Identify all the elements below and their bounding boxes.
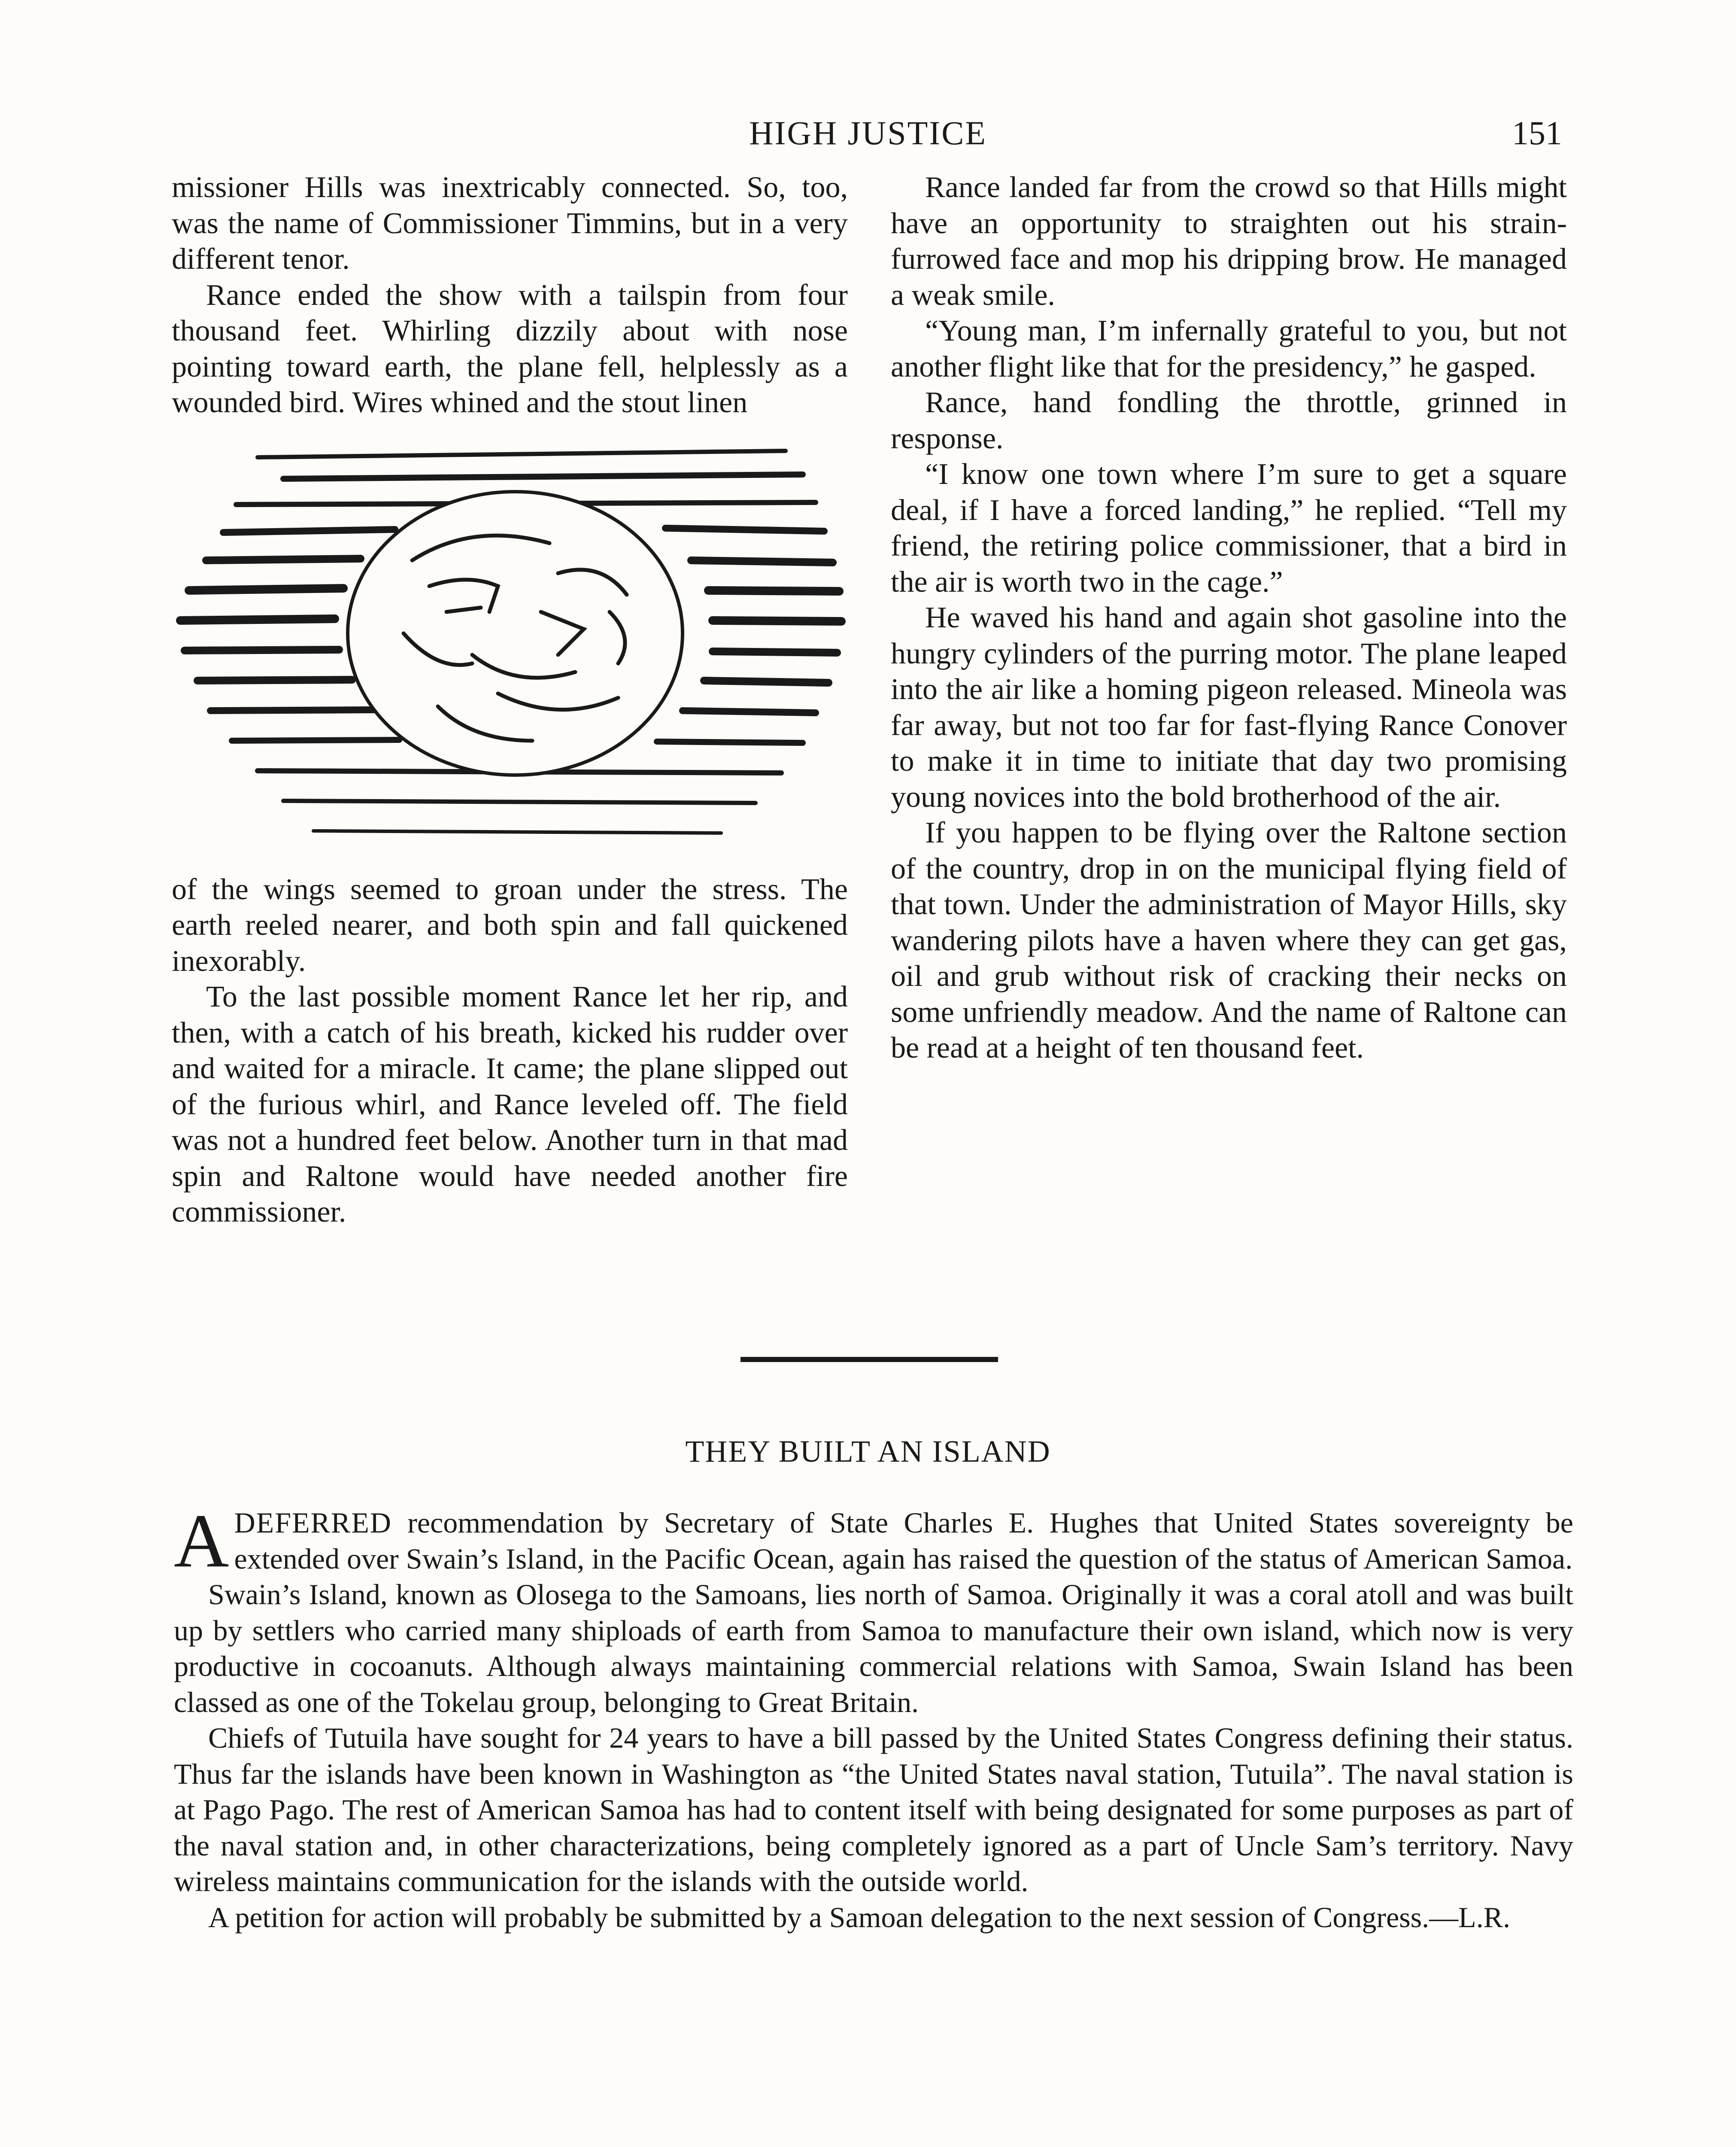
running-head	[0, 107, 1736, 159]
section-title-island: THEY BUILT AN ISLAND	[685, 1434, 1051, 1469]
story-paragraph: Rance ended the show with a tailspin from four thousand feet. Whirling dizzily about with nose pointing toward earth, the plane fell, helplessly as a wounded bird. Wires whined and the stout linen	[172, 278, 848, 419]
story-paragraph: of the wings seemed to groan under the stress. The earth reeled nearer, and both spin and fall quickened inexorably.	[172, 873, 848, 978]
page-number: 151	[1512, 114, 1562, 152]
body-paragraph: Swain’s Island, known as Olosega to the Samoans, lies north of Samoa. Originally it was a coral atoll and was built up by settlers who carried many shiploads of earth from Samoa to manufacture their own island, which now is very productive in cocoanuts. Although always maintaining commercial relations with Samoa, Swain Island has been classed as one of the Tokelau group, belonging to Great Britain.	[174, 1578, 1573, 1718]
running-title: HIGH JUSTICE	[749, 114, 987, 152]
lead-paragraph	[174, 1498, 1573, 1583]
story-paragraph: He waved his hand and again shot gasoline into the hungry cylinders of the purring motor. The plane leaped into the air like a homing pigeon released. Mineola was far away, but not too far for fast-flying Rance Conover to make it in time to initiate that day two promising young novices into the bold brotherhood of the air.	[891, 601, 1567, 814]
section-body-island	[174, 1498, 1573, 1935]
story-paragraph: To the last possible moment Rance let her rip, and then, with a catch of his breath, kicked his rudder over and waited for a miracle. It came; the plane slipped out of the furious whirl, and Rance leveled off. The field was not a hundred feet below. Another turn in that mad spin and Raltone would have needed another fire commissioner.	[172, 980, 848, 1229]
body-paragraph: A petition for action will probably be submitted by a Samoan delegation to the next session of Congress.—L.R.	[208, 1901, 1511, 1934]
falling-airplane-illustration	[172, 432, 848, 861]
lead-text: recommendation by Secretary of State Charles E. Hughes that United States sovereignty be extended over Swain’s Island, in the Pacific Ocean, again has raised the question of the status of American Samoa.	[234, 1506, 1573, 1575]
story-paragraph: Rance, hand fondling the throttle, grinned in response.	[891, 386, 1567, 455]
body-paragraph: Chiefs of Tutuila have sought for 24 years to have a bill passed by the United States Congress defining their status. Thus far the islands have been known in Washington as “the United States naval station, Tutuila”. The naval station is at Pago Pago. The rest of American Samoa has had to content itself with being designated for some purposes as part of the naval station and, in other characterizations, being completely ignored as a part of Uncle Sam’s territory. Navy wireless maintains communication for the islands with the outside world.	[174, 1721, 1573, 1898]
story-paragraph: “I know one town where I’m sure to get a square deal, if I have a forced landing,” he replied. “Tell my friend, the retiring police commissioner, that a bird in the air is worth two in the cage.”	[891, 458, 1567, 599]
story-column-left	[172, 170, 848, 1230]
story-paragraph: “Young man, I’m infernally grateful to you, but not another flight like that for the presidency,” he gasped.	[891, 314, 1567, 383]
story-column-right	[891, 170, 1567, 1066]
drop-cap: A	[174, 1498, 229, 1583]
story-paragraph: missioner Hills was inextricably connected. So, too, was the name of Commissioner Timmins, but in a very different tenor.	[172, 171, 848, 276]
section-divider-rule	[741, 1357, 998, 1362]
story-paragraph: If you happen to be flying over the Raltone section of the country, drop in on the municipal flying field of that town. Under the administration of Mayor Hills, sky wandering pilots have a haven where they can get gas, oil and grub without risk of cracking their necks on some unfriendly meadow. And the name of Raltone can be read at a height of ten thousand feet.	[891, 816, 1567, 1064]
section-title-gardners-hole	[0, 2143, 1736, 2147]
lead-word: DEFERRED	[234, 1506, 392, 1539]
story-paragraph: Rance landed far from the crowd so that Hills might have an opportunity to straighten out his strain-furrowed face and mop his dripping brow. He managed a weak smile.	[891, 171, 1567, 312]
